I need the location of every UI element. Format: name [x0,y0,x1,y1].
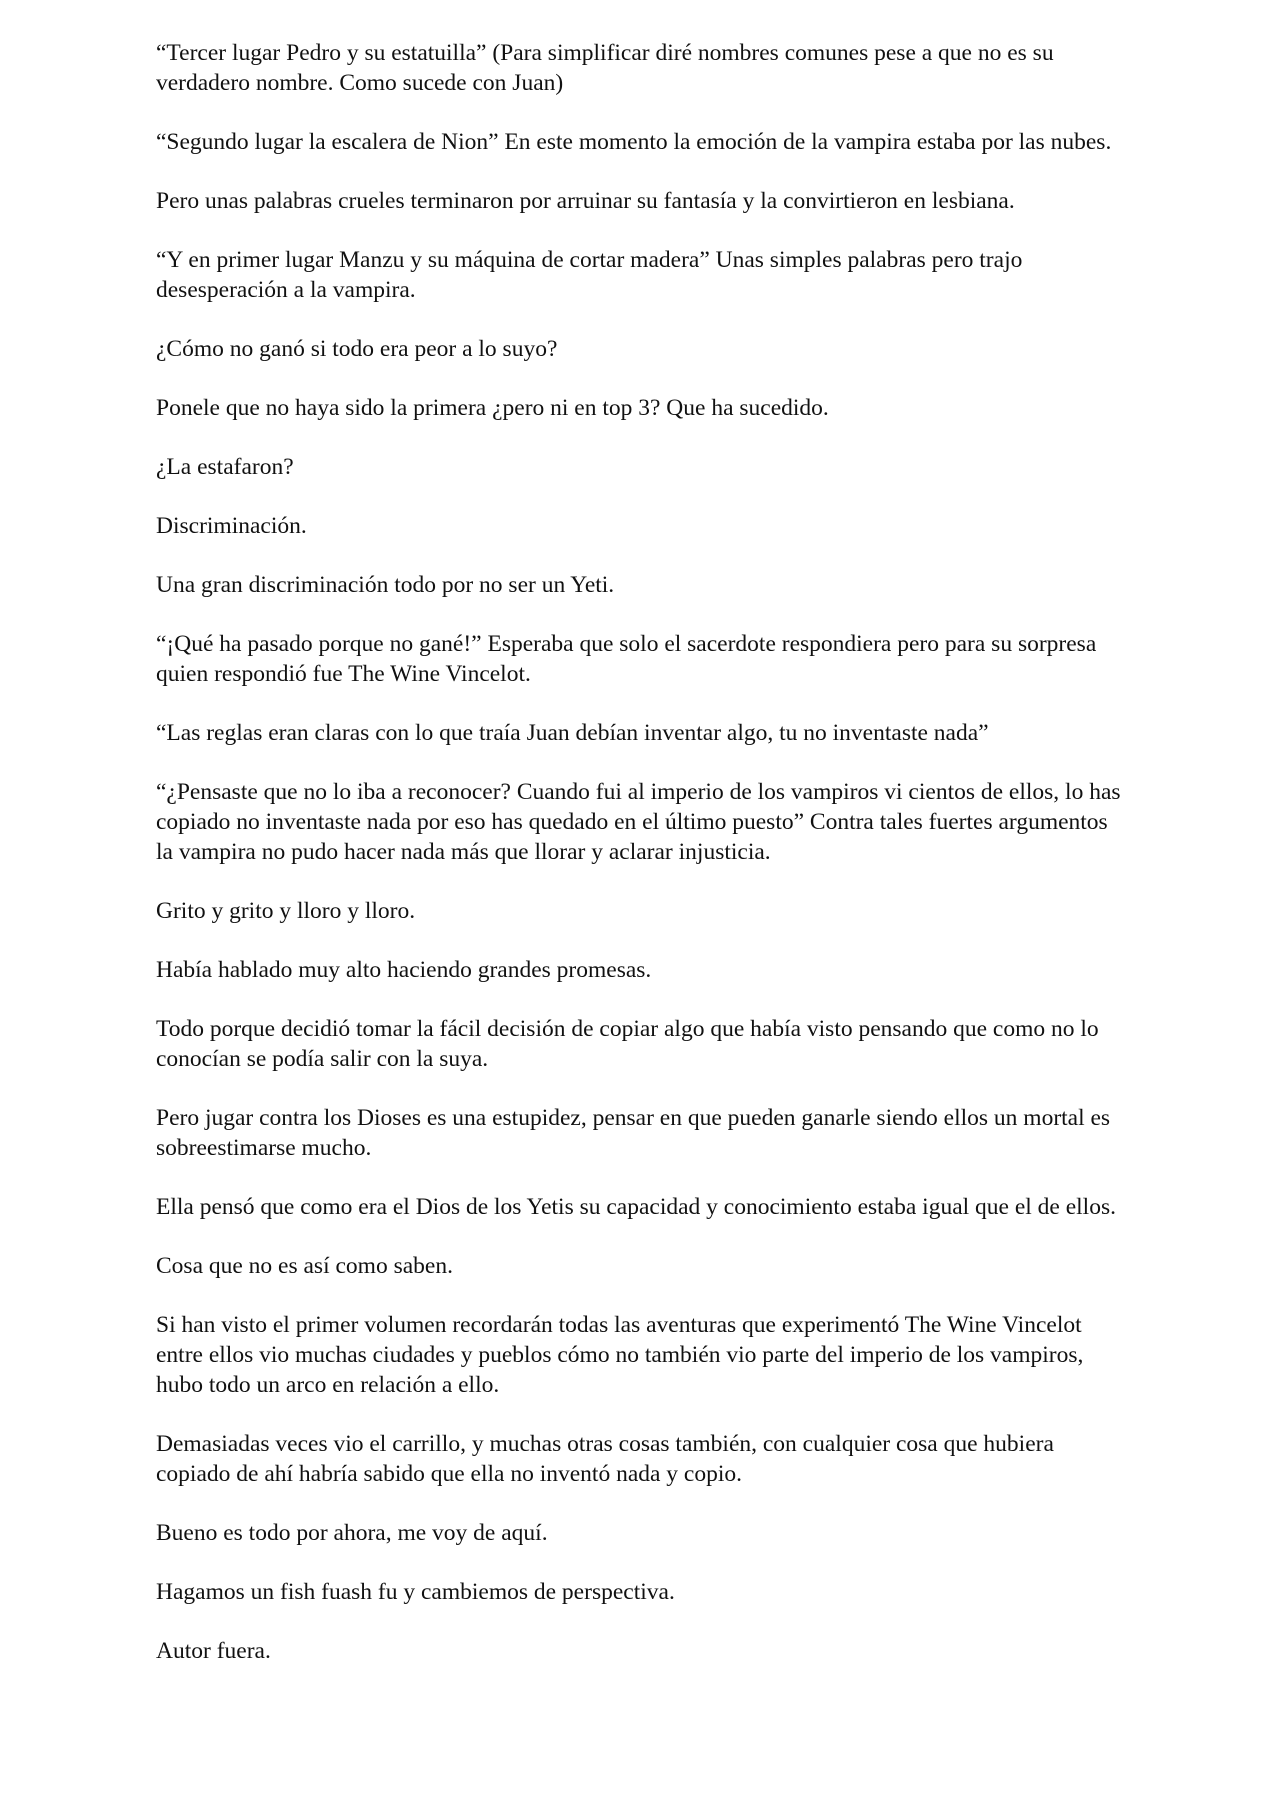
paragraph: Todo porque decidió tomar la fácil decisión de copiar algo que había visto pensando que como no lo conocían se podía salir con la suya. [156,1016,1099,1072]
paragraph: “¿Pensaste que no lo iba a reconocer? Cuando fui al imperio de los vampiros vi cientos de ellos, lo has copiado no inventaste nada por eso has quedado en el último puesto” Contra tales fuertes argumentos la vampira no pudo hacer nada más que llorar y aclarar injusticia. [156,779,1121,865]
paragraph: Autor fuera. [156,1638,271,1664]
paragraph: “Tercer lugar Pedro y su estatuilla” (Para simplificar diré nombres comunes pese a que no es su verdadero nombre. Como sucede con Juan) [156,40,1054,96]
paragraph: Ponele que no haya sido la primera ¿pero ni en top 3? Que ha sucedido. [156,395,829,421]
paragraph: Discriminación. [156,513,307,539]
paragraph: ¿La estafaron? [156,454,294,480]
paragraph: “¡Qué ha pasado porque no gané!” Esperaba que solo el sacerdote respondiera pero para su sorpresa quien respondió fue The Wine Vincelot. [156,631,1097,687]
paragraph: “Las reglas eran claras con lo que traía Juan debían inventar algo, tu no inventaste nada” [156,720,989,746]
paragraph: Había hablado muy alto haciendo grandes promesas. [156,957,652,983]
paragraph: “Y en primer lugar Manzu y su máquina de cortar madera” Unas simples palabras pero trajo desesperación a la vampira. [156,247,1023,303]
paragraph: Demasiadas veces vio el carrillo, y muchas otras cosas también, con cualquier cosa que hubiera copiado de ahí habría sabido que ella no inventó nada y copio. [156,1431,1054,1487]
paragraph: Ella pensó que como era el Dios de los Yetis su capacidad y conocimiento estaba igual que el de ellos. [156,1194,1116,1220]
paragraph: Pero jugar contra los Dioses es una estupidez, pensar en que pueden ganarle siendo ellos un mortal es sobreestimarse mucho. [156,1105,1111,1161]
paragraph: Pero unas palabras crueles terminaron por arruinar su fantasía y la convirtieron en lesbiana. [156,188,1015,214]
paragraph: ¿Cómo no ganó si todo era peor a lo suyo? [156,336,558,362]
paragraph: Si han visto el primer volumen recordarán todas las aventuras que experimentó The Wine Vincelot entre ellos vio muchas ciudades y pueblos cómo no también vio parte del imperio de los vampiros, hubo todo un arco en relación a ello. [156,1312,1084,1398]
paragraph: Bueno es todo por ahora, me voy de aquí. [156,1520,548,1546]
paragraph: Cosa que no es así como saben. [156,1253,453,1279]
paragraph: Grito y grito y lloro y lloro. [156,898,416,924]
paragraph: Hagamos un fish fuash fu y cambiemos de perspectiva. [156,1579,675,1605]
paragraph: “Segundo lugar la escalera de Nion” En este momento la emoción de la vampira estaba por las nubes. [156,129,1112,155]
paragraph: Una gran discriminación todo por no ser un Yeti. [156,572,615,598]
